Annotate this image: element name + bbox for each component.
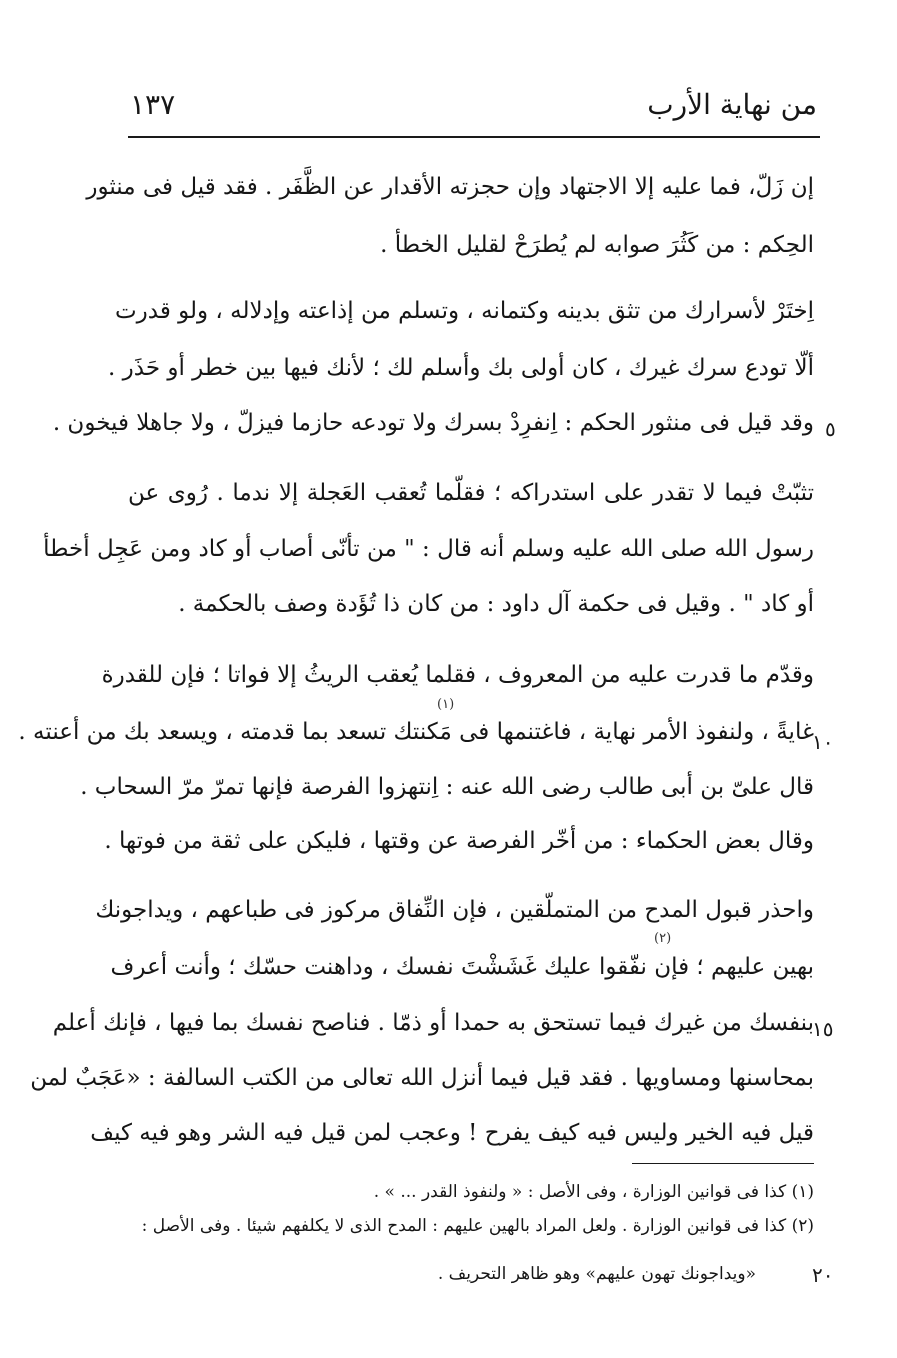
text-line: واحذر قبول المدح من المتملّقين ، فإن النِّفاق مركوز فى طباعهم ، ويداجونك (95, 897, 814, 923)
text-line: ألّا تودع سرك غيرك ، كان أولى بك وأسلم لك ؛ لأنك فيها بين خطر أو حَذَر . (108, 355, 814, 381)
text-line: قال علىّ بن أبى طالب رضى الله عنه : اِنتهزوا الفرصة فإنها تمرّ مرّ السحاب . (80, 774, 814, 800)
text-line: أو كاد " . وقيل فى حكمة آل داود : من كان ذا تُؤَدة وصف بالحكمة . (178, 591, 814, 617)
text-line: إن زَلّ، فما عليه إلا الاجتهاد وإن حجزته الأقدار عن الظَّفَر . فقد قيل فى منثور (86, 174, 814, 200)
footnote: (١) كذا فى قوانين الوزارة ، وفى الأصل : « ولنفوذ القدر ... » . (373, 1182, 814, 1202)
page-header (130, 78, 817, 138)
line-number: ٥ (825, 417, 836, 441)
line-number: ١٥ (812, 1017, 834, 1041)
footnote: «ويداجونك تهون عليهم» وهو ظاهر التحريف . (437, 1264, 756, 1284)
line-number: ١٠ (812, 730, 834, 754)
text-line: تثبّتْ فيما لا تقدر على استدراكه ؛ فقلّما تُعقب العَجلة إلا ندما . رُوى عن (128, 480, 814, 506)
footnote-marker: (٢) (654, 931, 672, 946)
footnote-marker: (١) (437, 697, 455, 712)
line-number: ٢٠ (812, 1263, 834, 1287)
footnote-rule (632, 1163, 814, 1164)
text-line: الحِكم : من كَثُرَ صوابه لم يُطرَحْ لقليل الخطأ . (380, 232, 814, 258)
running-title: من نهاية الأرب (647, 88, 817, 121)
header-rule (128, 136, 820, 138)
page-number: ١٣٧ (130, 88, 176, 121)
footnote: (٢) كذا فى قوانين الوزارة . ولعل المراد بالهين عليهم : المدح الذى لا يكلفهم شيئا . وفى الأصل : (141, 1216, 814, 1236)
text-line: رسول الله صلى الله عليه وسلم أنه قال : " من تأنّى أصاب أو كاد ومن عَجِل أخطأ (43, 536, 814, 562)
text-line: بهين عليهم ؛ فإن نفّقوا عليك غَشَشْتَ نفسك ، وداهنت حسّك ؛ وأنت أعرف (110, 954, 814, 980)
text-line: غايةً ، ولنفوذ الأمر نهاية ، فاغتنمها فى مَكنتك تسعد بما قدمته ، ويسعد بك من أعنته . (18, 719, 814, 745)
text-line: وقد قيل فى منثور الحكم : اِنفرِدْ بسرك ولا تودعه حازما فيزلّ ، ولا جاهلا فيخون . (52, 410, 814, 436)
text-line: وقدّم ما قدرت عليه من المعروف ، فقلما يُعقب الريثُ إلا فواتا ؛ فإن للقدرة (101, 662, 814, 688)
text-line: وقال بعض الحكماء : من أخّر الفرصة عن وقتها ، فليكن على ثقة من فوتها . (104, 828, 814, 854)
text-line: قيل فيه الخير وليس فيه كيف يفرح ! وعجب لمن قيل فيه الشر وهو فيه كيف (90, 1120, 814, 1146)
text-line: بمحاسنها ومساويها . فقد قيل فيما أنزل الله تعالى من الكتب السالفة : «عَجَبٌ لمن (30, 1065, 814, 1091)
text-line: بنفسك من غيرك فيما تستحق به حمدا أو ذمّا . فناصح نفسك بما فيها ، فإنك أعلم (52, 1010, 814, 1036)
text-line: اِختَرْ لأسرارك من تثق بدينه وكتمانه ، وتسلم من إذاعته وإدلاله ، ولو قدرت (114, 298, 814, 324)
